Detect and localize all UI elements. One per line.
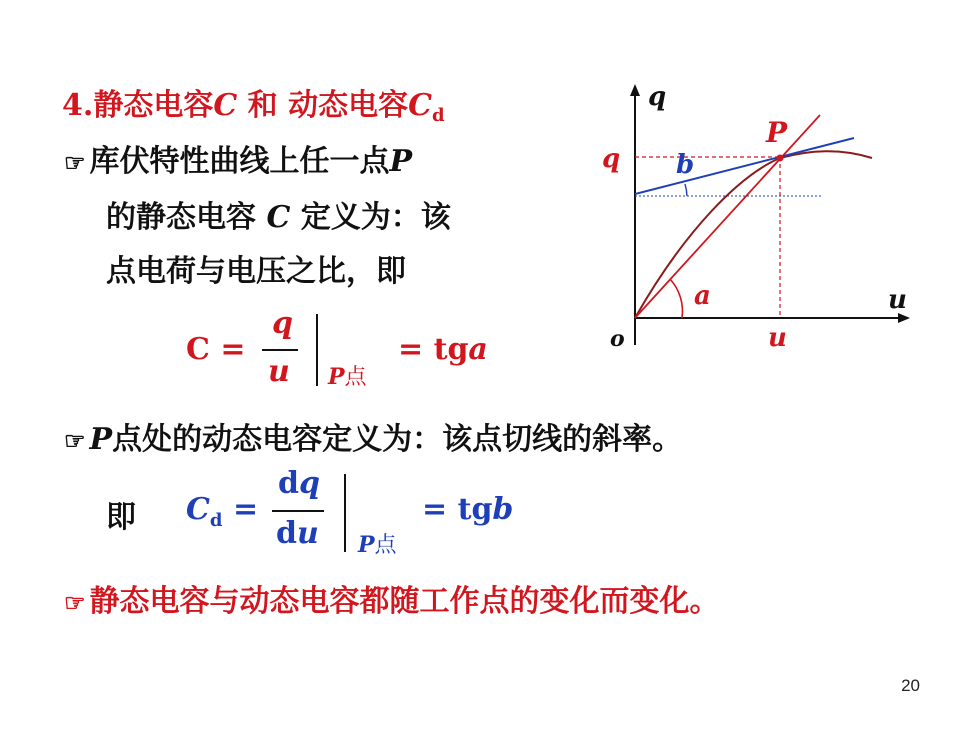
operating-point-p: [777, 155, 784, 162]
angle-a-label: a: [694, 281, 711, 311]
formula2-fraction-bar: [272, 510, 324, 512]
para1-line3: 点电荷与电压之比，即: [106, 254, 406, 289]
angle-b-label: b: [676, 150, 695, 180]
angle-a-arc: [670, 279, 682, 318]
formula1-eval-label: P点: [328, 364, 367, 390]
point-p-label: P: [766, 116, 788, 149]
tangent-line: [635, 138, 854, 194]
page-number: 20: [901, 676, 920, 695]
origin-label: o: [610, 326, 625, 352]
formula2-denominator: du: [276, 516, 319, 551]
q-axis-arrow-icon: [630, 84, 640, 96]
formula2-rhs: = tgb: [422, 492, 514, 527]
formula1-evaluation-bar: [316, 314, 318, 386]
formula2-lhs: $C_d$ =: [186, 492, 259, 531]
formula2-numerator: dq: [278, 466, 320, 501]
angle-b-arc: [685, 184, 687, 196]
slide-title: 4.静态电容C 和 动态电容$C_d$: [62, 88, 445, 126]
formula1-denominator: u: [268, 354, 290, 389]
u-axis-label: u: [888, 285, 907, 315]
formula1-fraction-bar: [262, 349, 298, 351]
u-value-label: u: [768, 323, 787, 353]
para3: ☞ 静态电容与动态电容都随工作点的变化而变化。: [64, 584, 720, 619]
formula2-evaluation-bar: [344, 474, 346, 552]
coulomb-volt-graph: [590, 80, 920, 370]
qu-characteristic-curve: [635, 151, 872, 318]
formula1-rhs: = tga: [398, 332, 488, 367]
formula2-eval-label: P点: [358, 532, 397, 558]
secant-line: [635, 115, 820, 318]
formula2-prefix: 即: [106, 500, 136, 535]
para1-line1: ☞ 库伏特性曲线上任一点P: [64, 144, 413, 179]
para2: ☞ P点处的动态电容定义为：该点切线的斜率。: [64, 422, 683, 457]
q-value-label: q: [602, 144, 621, 174]
pointing-hand-icon: ☞: [64, 426, 86, 455]
formula1-numerator: q: [272, 306, 293, 341]
pointing-hand-icon: ☞: [64, 588, 86, 617]
q-axis-label: q: [648, 82, 667, 112]
pointing-hand-icon: ☞: [64, 148, 86, 177]
formula1-lhs: C =: [186, 332, 246, 367]
para1-line2: 的静态电容 C 定义为：该: [106, 200, 451, 235]
